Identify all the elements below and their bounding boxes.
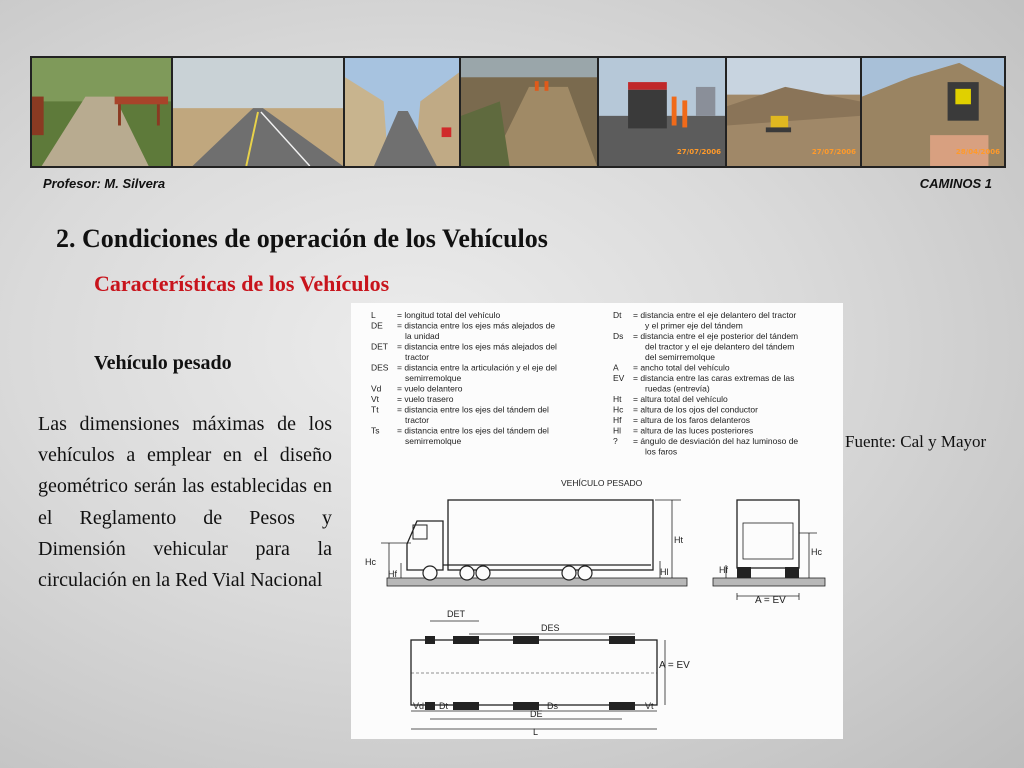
legend-code: Hf [613, 415, 622, 425]
legend-left [371, 310, 557, 446]
legend-description: = longitud total del vehículo [397, 310, 501, 320]
rear-wheel-left [737, 567, 751, 578]
legend-description: tractor [405, 352, 430, 362]
paving-machine-photo [597, 56, 727, 168]
legend-description: = distancia entre los ejes más alejados de [397, 320, 556, 331]
legend-description: = distancia entre el eje delantero del tractor [633, 310, 797, 320]
author-label: Profesor: M. Silvera [43, 176, 166, 191]
label-ds: Ds [547, 701, 558, 711]
legend-description: = ángulo de desviación del haz luminoso de [633, 436, 799, 446]
legend-code: Hc [613, 404, 624, 415]
survey-instrument-photo [860, 56, 1006, 168]
label-hc-rear: Hc [811, 547, 822, 557]
course-label: CAMINOS 1 [919, 176, 992, 191]
label-ht: Ht [674, 535, 683, 545]
legend-description: = distancia entre la articulación y el eje del [397, 362, 557, 373]
label-det: DET [447, 609, 465, 619]
legend-code: Ts [371, 425, 380, 436]
legend-description: = altura de los ojos del conductor [633, 404, 758, 415]
body-paragraph: Las dimensiones máximas de los vehículos a emplear en el diseño geométrico serán las establecidas en el Reglamento de Pesos y Dimensión vehicular para la circulación en la Red Vial Nacional [38, 413, 332, 591]
legend-description: = distancia entre los ejes más alejados del [397, 341, 557, 352]
highway-photo [171, 56, 345, 168]
label-dt: Dt [439, 701, 448, 711]
label-des: DES [541, 623, 560, 633]
wheel [423, 566, 437, 580]
legend-description: semirremolque [405, 436, 462, 446]
photo-date: 28/04/2006 [955, 148, 1000, 156]
diagram-title: VEHÍCULO PESADO [561, 478, 643, 488]
legend-code: ? [613, 436, 618, 446]
legend-description: semirremolque [405, 373, 462, 383]
label-vd: Vd [413, 701, 425, 711]
label-hf-rear: Hf [719, 565, 728, 575]
legend-code: DE [371, 320, 383, 331]
legend-code: Tt [371, 404, 379, 415]
label-a-ev-plan: A = EV [659, 660, 690, 671]
wheel [562, 566, 576, 580]
photo-date: 27/07/2006 [676, 148, 721, 156]
section-heading: Vehículo pesado [94, 352, 232, 374]
legend-code: Vd [371, 383, 382, 394]
rear-door [743, 523, 793, 559]
legend-description: del semirremolque [645, 352, 715, 362]
source-caption: Fuente: Cal y Mayor [845, 432, 987, 451]
rear-wheel-right [785, 567, 799, 578]
legend-description: = altura de las luces posteriores [633, 425, 754, 436]
label-a-ev: A = EV [755, 595, 786, 606]
slide-title: 2. Condiciones de operación de los Vehículos [56, 224, 548, 253]
workers-road-photo [459, 56, 599, 168]
legend-code: Hl [613, 425, 622, 436]
legend-description: = ancho total del vehículo [633, 362, 730, 373]
wheel [578, 566, 592, 580]
legend-description: los faros [645, 446, 678, 457]
legend-right [613, 310, 798, 457]
plan-outline [411, 640, 657, 705]
legend-description: = altura de los faros delanteros [633, 415, 750, 425]
label-hf: Hf [388, 569, 397, 579]
axle-tire [513, 636, 539, 644]
axle-tire [425, 636, 435, 644]
axle-tire [609, 636, 635, 644]
label-de: DE [530, 709, 543, 719]
legend-description: = distancia entre los ejes del tándem del [397, 404, 549, 415]
photo-banner [30, 56, 1006, 168]
axle-tire [425, 702, 435, 710]
label-vt: Vt [645, 701, 654, 711]
legend-description: = vuelo delantero [397, 383, 463, 394]
heavy-vehicle-figure [351, 303, 843, 739]
legend-description: = vuelo trasero [397, 394, 454, 404]
rear-trailer-box [737, 500, 799, 568]
photo-date: 27/07/2006 [811, 148, 856, 156]
label-hl: Hl [660, 567, 669, 577]
rear-dimension-lines [726, 533, 817, 600]
axle-tire [453, 636, 479, 644]
legend-description: del tractor y el eje delantero del tándem [645, 341, 795, 352]
cab-window [413, 525, 427, 539]
trailer-box [448, 500, 653, 570]
road-bridge-photo [30, 56, 173, 168]
legend-description: = altura total del vehículo [633, 394, 728, 404]
label-hc: Hc [365, 557, 376, 567]
label-ts: Ts [617, 701, 626, 711]
legend-code: L [371, 310, 376, 320]
legend-description: la unidad [405, 331, 440, 341]
legend-description: y el primer eje del tándem [645, 320, 743, 331]
legend-description: = distancia entre el eje posterior del tándem [633, 331, 799, 341]
legend-code: DET [371, 341, 388, 352]
legend-description: ruedas (entrevía) [645, 383, 710, 394]
legend-description: = distancia entre los ejes del tándem del [397, 425, 549, 436]
tractor-cab [407, 521, 443, 570]
excavator-photo [725, 56, 862, 168]
wheel [460, 566, 474, 580]
legend-code: DES [371, 362, 389, 373]
rear-ground-strip [713, 578, 825, 586]
label-l: L [533, 727, 539, 737]
wheel [476, 566, 490, 580]
slide-subtitle: Características de los Vehículos [94, 271, 390, 296]
legend-code: Vt [371, 394, 380, 404]
legend-code: Ds [613, 331, 624, 341]
legend-description: = distancia entre las caras extremas de las [633, 373, 795, 383]
legend-code: EV [613, 373, 625, 383]
label-tt: Tt [471, 701, 479, 711]
legend-code: Dt [613, 310, 622, 320]
legend-code: Ht [613, 394, 622, 404]
legend-code: A [613, 362, 619, 373]
road-cut-photo [343, 56, 461, 168]
legend-description: tractor [405, 415, 430, 425]
